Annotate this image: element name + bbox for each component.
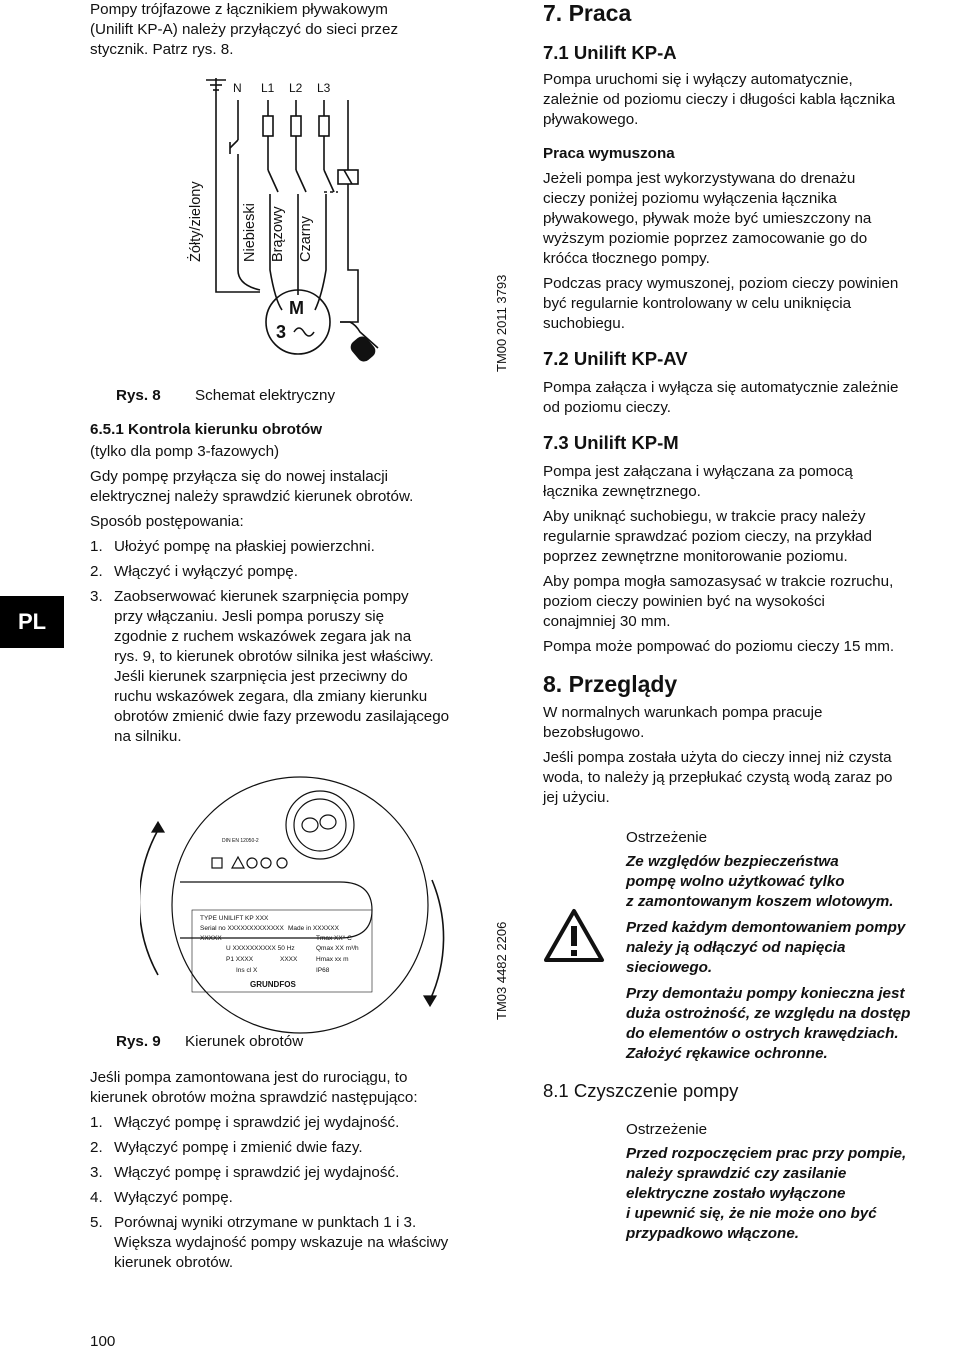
intro-line: stycznik. Patrz rys. 8. — [90, 41, 234, 58]
line: przy włączaniu. Jesli pompa poruszy się — [114, 608, 385, 625]
step-number: 1. — [90, 538, 103, 555]
line: elektryczne zostało wyłączone — [626, 1185, 846, 1202]
line: Większa wydajność pompy wskazuje na właściwy — [114, 1234, 449, 1251]
line: poziom cieczy powinien być na wysokości — [543, 593, 825, 610]
caption-text: Schemat elektryczny — [194, 387, 336, 404]
warning-title: Ostrzeżenie — [626, 1121, 708, 1138]
step-number: 3. — [90, 1164, 103, 1181]
figure-caption — [116, 1032, 496, 1052]
warning-icon — [543, 908, 605, 964]
line: woda, to należy ją przepłukać czystą wodą zaraz po — [543, 769, 893, 786]
line: Jeśli kierunek szarpnięcia jest przeciwny do — [114, 668, 408, 685]
brand-logo: GRUNDFOS — [250, 980, 296, 989]
tilde-icon — [294, 328, 314, 336]
line: conajmniej 30 mm. — [543, 613, 671, 630]
label-n: N — [233, 81, 242, 95]
paragraph — [543, 572, 958, 632]
paragraph — [543, 462, 958, 502]
paragraph — [543, 274, 958, 334]
line: elektrycznej należy sprawdzić kierunek obrotów. — [90, 488, 414, 505]
line: Ze względów bezpieczeństwa — [626, 853, 839, 870]
heading-8: 8. Przeglądy — [543, 671, 678, 697]
plate-xxxxx: XXXXX — [200, 935, 222, 942]
warning-text — [626, 852, 960, 912]
paragraph — [543, 748, 958, 808]
plate-ip: IP68 — [316, 967, 330, 974]
step-text: Wyłączyć pompę. — [114, 1189, 233, 1206]
wire-label-blue: Niebieski — [242, 203, 258, 262]
plate-p1-value: XXXX — [280, 956, 298, 963]
step-text: Ułożyć pompę na płaskiej powierzchni. — [114, 538, 375, 555]
line: Porównaj wyniki otrzymane w punktach 1 i 3. — [114, 1214, 417, 1231]
line: jej użyciu. — [543, 789, 610, 806]
motor-3: 3 — [276, 322, 287, 342]
wire-label-yellow-green: Żółty/zielony — [188, 181, 204, 262]
caption-text: Kierunek obrotów — [184, 1033, 304, 1050]
paragraph — [543, 703, 958, 743]
line: W normalnych warunkach pompa pracuje — [543, 704, 823, 721]
wire-label-brown: Brązowy — [270, 206, 286, 262]
line: Jeżeli pompa jest wykorzystywana do drenażu — [543, 170, 856, 187]
line: pływakowego. — [543, 111, 639, 128]
step-text: Włączyć pompę i sprawdzić jej wydajność. — [114, 1164, 400, 1181]
procedure-label: Sposób postępowania: — [90, 513, 244, 530]
figure-code: TM00 2011 3793 — [494, 274, 509, 372]
plate-made: Made in XXXXXX — [288, 925, 339, 932]
line: cieczy poniżej poziomu wyłączenia łącznika — [543, 190, 837, 207]
line: bezobsługowo. — [543, 724, 645, 741]
step-number: 3. — [90, 588, 103, 605]
line: Podczas pracy wymuszonej, poziom cieczy powinien — [543, 275, 899, 292]
line: pływakowego, pływak może być umieszczony na — [543, 210, 872, 227]
line: rys. 9, to kierunek obrotów silnika jest właściwy. — [114, 648, 434, 665]
figure-caption — [116, 386, 496, 406]
heading-7: 7. Praca — [543, 0, 632, 26]
plate-qmax: Qmax XX m³/h — [316, 945, 359, 952]
line: Pompa uruchomi się i wyłączy automatycznie, — [543, 71, 853, 88]
section-title: 6.5.1 Kontrola kierunku obrotów — [90, 421, 323, 438]
wire-label-black: Czarny — [298, 216, 314, 262]
line: Przy demontażu pompy konieczna jest — [626, 985, 905, 1002]
line: regularnie sprawdzać poziom cieczy, na przykład — [543, 528, 872, 545]
steps-list — [90, 537, 510, 747]
intro-line: (Unilift KP-A) należy przyłączyć do sieci przez — [90, 21, 399, 38]
right-column — [543, 0, 958, 813]
caption-label: Rys. 8 — [116, 387, 161, 404]
intro-text — [90, 0, 490, 60]
plate-hmax: Hmax xx m — [316, 956, 349, 963]
plate-ins: Ins cl X — [236, 967, 258, 974]
plate-serial: Serial no XXXXXXXXXXXXX — [200, 925, 284, 932]
section-6-5-1 — [90, 420, 510, 752]
step-number: 1. — [90, 1114, 103, 1131]
motor-m: M — [289, 298, 304, 318]
line: kierunek obrotów. — [114, 1254, 234, 1271]
line: ruchu wskazówek zegara, dla zmiany kierunku — [114, 688, 428, 705]
line: należy sprawdzić czy zasilanie — [626, 1165, 847, 1182]
line: suchobiegu. — [543, 315, 625, 332]
step-text: Włączyć pompę i sprawdzić jej wydajność. — [114, 1114, 400, 1131]
line: i upewnić się, że nie może ono być — [626, 1205, 877, 1222]
step-number: 2. — [90, 563, 103, 580]
warning-title: Ostrzeżenie — [626, 829, 708, 846]
line: sieciowego. — [626, 959, 713, 976]
line: Przed rozpoczęciem prac przy pompie, — [626, 1145, 907, 1162]
line: kierunek obrotów można sprawdzić następująco: — [90, 1089, 418, 1106]
plate-p1: P1 XXXX — [226, 956, 254, 963]
line: króćca tłocznego pompy. — [543, 250, 710, 267]
line: Zaobserwować kierunek szarpnięcia pompy — [114, 588, 409, 605]
steps-list — [90, 1113, 510, 1273]
page-number: 100 — [90, 1333, 116, 1350]
intro-line: Pompy trójfazowe z łącznikiem pływakowym — [90, 1, 388, 18]
line: Jeśli pompa została użyta do cieczy innej niż czysta — [543, 749, 892, 766]
paragraph — [543, 378, 958, 418]
step-text — [114, 587, 449, 747]
step-text: Włączyć i wyłączyć pompę. — [114, 563, 298, 580]
line: Pompa może pompować do poziomu cieczy 15 mm. — [543, 638, 895, 655]
line: przypadkowo włączone. — [626, 1225, 800, 1242]
step-text: Wyłączyć pompę i zmienić dwie fazy. — [114, 1139, 363, 1156]
heading-7-2: 7.2 Unilift KP-AV — [543, 348, 688, 369]
paragraph — [543, 169, 958, 269]
paragraph — [543, 637, 958, 657]
list-item — [90, 537, 510, 557]
step-number: 2. — [90, 1139, 103, 1156]
line: do elementów o ostrych krawędziach. — [626, 1025, 899, 1042]
line: Aby uniknąć suchobiegu, w trakcie pracy należy — [543, 508, 866, 525]
paragraph — [543, 70, 958, 130]
heading-7-1: 7.1 Unilift KP-A — [543, 42, 677, 63]
line: Aby pompa mogła samozasysać w trakcie rozruchu, — [543, 573, 894, 590]
label-l1: L1 — [261, 81, 275, 95]
warning-text — [626, 918, 960, 978]
paragraph — [90, 1068, 510, 1108]
warning-text — [626, 1144, 960, 1244]
line: łącznika zewnętrznego. — [543, 483, 701, 500]
line: Gdy pompę przyłącza się do nowej instalacji — [90, 468, 388, 485]
label-l2: L2 — [289, 81, 303, 95]
line: z zamontowanym koszem wlotowym. — [626, 893, 894, 910]
list-item — [90, 562, 510, 582]
plate-u: U XXXXXXXXXX 50 Hz — [226, 945, 295, 952]
section-subtitle: (tylko dla pomp 3-fazowych) — [90, 443, 280, 460]
subheading-forced-operation: Praca wymuszona — [543, 145, 675, 162]
line: być regularnie kontrolowany w celu uniknięcia — [543, 295, 852, 312]
pipeline-check — [90, 1068, 510, 1278]
line: Założyć rękawice ochronne. — [626, 1045, 828, 1062]
warning-text — [626, 984, 960, 1064]
line: wyższym poziomie poprzez zamocowanie go do — [543, 230, 868, 247]
line: duża ostrożność, ze względu na dostęp — [626, 1005, 911, 1022]
warning-block — [626, 828, 960, 1070]
line: Jeśli pompa zamontowana jest do rurociągu, to — [90, 1069, 408, 1086]
list-item — [90, 1138, 510, 1158]
pump-rotation-figure — [140, 770, 460, 1040]
plate-type: TYPE UNILIFT KP XXX — [200, 915, 269, 922]
heading-8-1: 8.1 Czyszczenie pompy — [543, 1080, 739, 1101]
line: obrotów zmienić dwie fazy przewodu zasilającego — [114, 708, 450, 725]
list-item — [90, 1163, 510, 1183]
line: zależnie od poziomu cieczy i długości kabla łącznika — [543, 91, 896, 108]
plate-tmax: Tmax XX° C — [316, 935, 352, 942]
line: Przed każdym demontowaniem pompy — [626, 919, 906, 936]
line: poprzez zewnętrzne monitorowanie poziomu. — [543, 548, 848, 565]
line: zgodnie z ruchem wskazówek zegara jak na — [114, 628, 412, 645]
paragraph — [90, 467, 510, 507]
language-tab: PL — [0, 596, 64, 648]
caption-label: Rys. 9 — [116, 1033, 161, 1050]
figure-code: TM03 4482 2206 — [494, 921, 509, 1020]
list-item — [90, 1213, 510, 1273]
line: pompę wolno użytkować tylko — [626, 873, 845, 890]
heading-7-3: 7.3 Unilift KP-M — [543, 432, 679, 453]
paragraph — [543, 507, 958, 567]
step-text — [114, 1213, 448, 1273]
line: na silniku. — [114, 728, 182, 745]
step-number: 5. — [90, 1214, 103, 1231]
plate-standard: DIN EN 12050-2 — [222, 838, 259, 844]
line: Pompa jest załączana i wyłączana za pomocą — [543, 463, 853, 480]
list-item — [90, 587, 510, 747]
list-item — [90, 1113, 510, 1133]
step-number: 4. — [90, 1189, 103, 1206]
warning-block — [626, 1120, 960, 1250]
line: od poziomu cieczy. — [543, 399, 672, 416]
label-l3: L3 — [317, 81, 331, 95]
line: Pompa załącza i wyłącza się automatycznie zależnie — [543, 379, 899, 396]
line: należy ją odłączyć od napięcia — [626, 939, 846, 956]
list-item — [90, 1188, 510, 1208]
